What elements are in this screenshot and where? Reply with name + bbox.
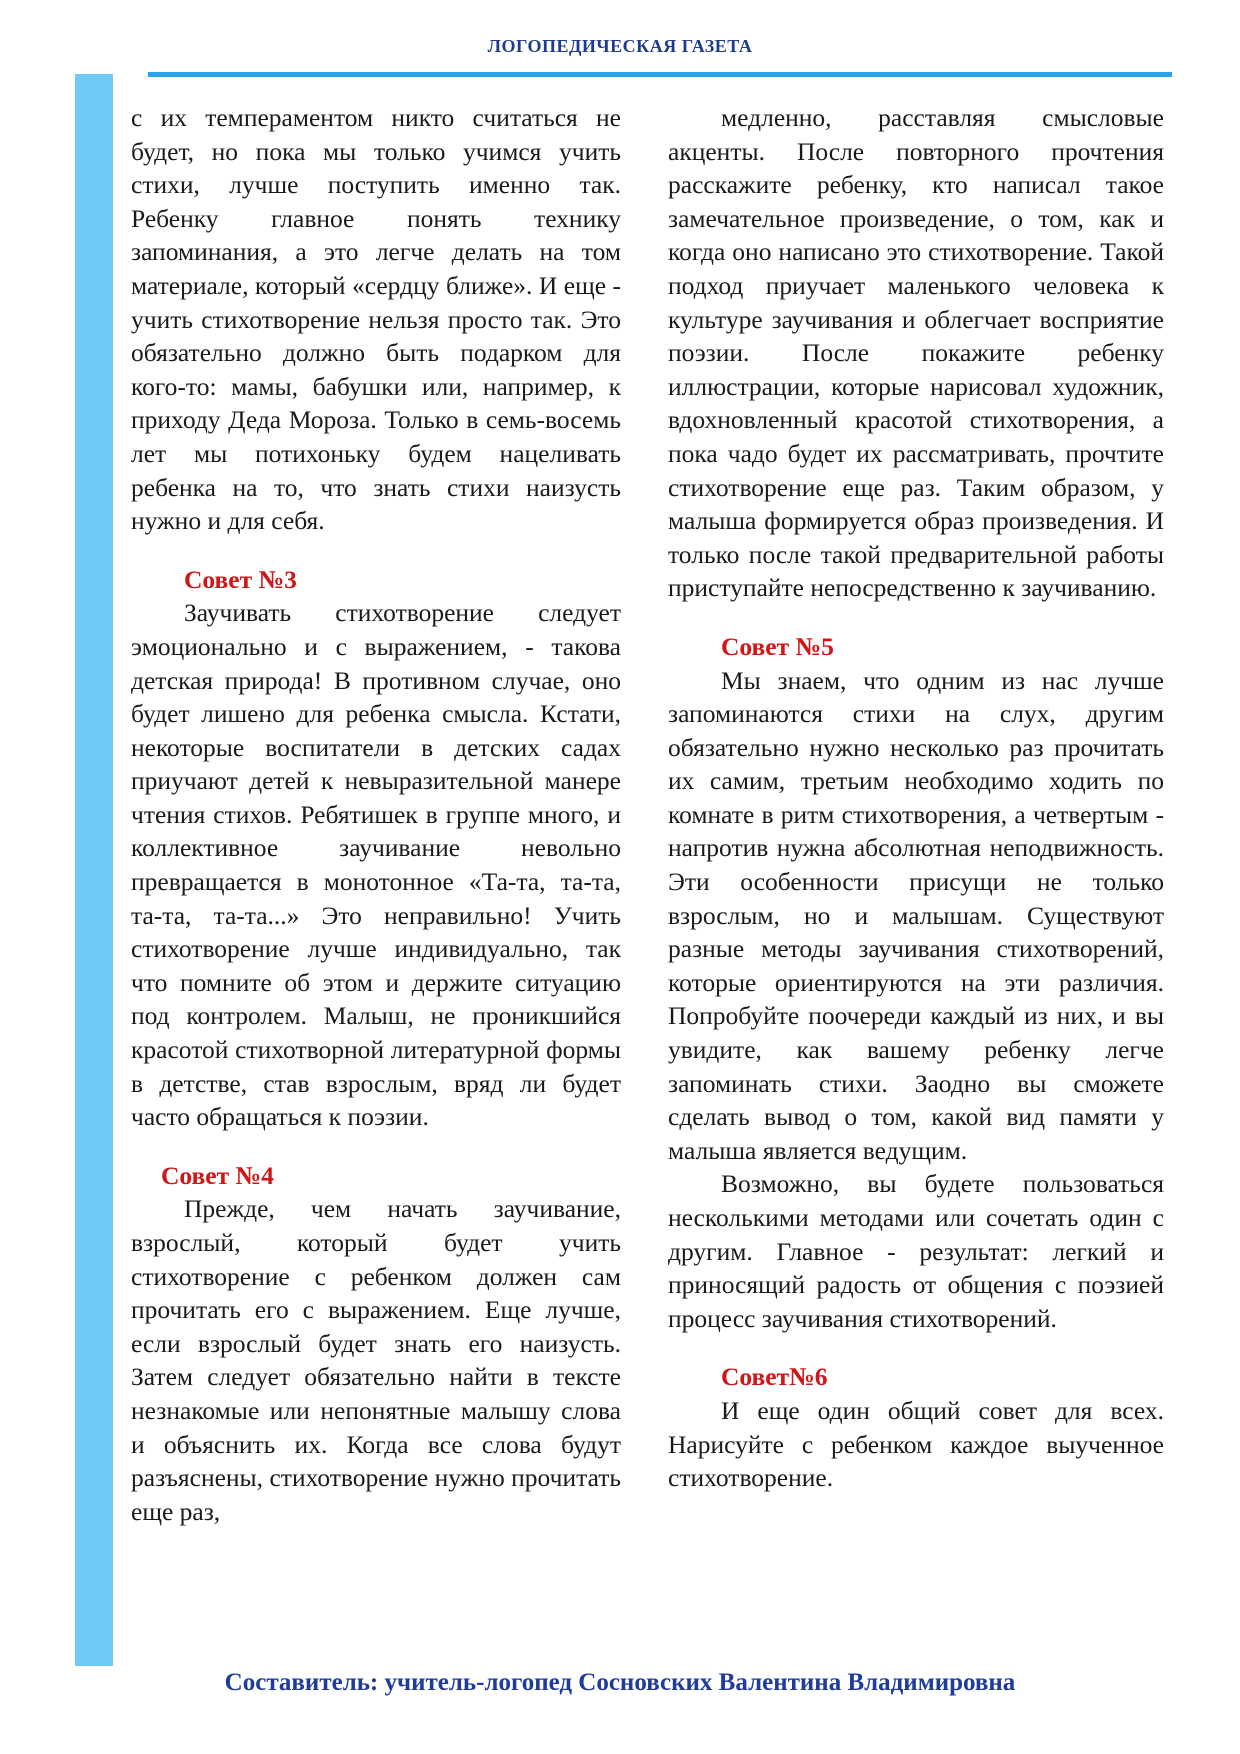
right-column bbox=[668, 101, 1164, 1495]
tip-3-text: Заучивать стихотворение следует эмоционально и с выражением, - такова детская природа! В противном случае, оно будет лишено для ребенка смысла. Кстати, некоторые воспитатели в детских садах приучают детей к невыразительной манере чтения стихов. Ребятишек в группе много, и коллективное заучивание невольно превращается в монотонное «Та-та, та-та, та-та, та-та...» Это неправильно! Учить стихотворение лучше индивидуально, так что помните об этом и держите ситуацию под контролем. Малыш, не проникшийся красотой стихотворной литературной формы в детстве, став взрослым, вряд ли будет часто обращаться к поэзии. bbox=[131, 598, 621, 1132]
tip-6-text: И еще один общий совет для всех. Нарисуйте с ребенком каждое выученное стихотворение. bbox=[668, 1395, 1164, 1493]
tip-3-heading: Совет №3 bbox=[184, 564, 297, 594]
tip-5-text-continued: Возможно, вы будете пользоваться несколькими методами или сочетать один с другим. Главное - результат: легкий и приносящий радость от общения с поэзией процесс заучивания стихотворений. bbox=[668, 1169, 1164, 1333]
tip-4-heading: Совет №4 bbox=[161, 1160, 274, 1190]
decorative-side-bar bbox=[75, 74, 113, 1666]
tip-6-heading: Совет№6 bbox=[721, 1362, 828, 1392]
left-column bbox=[131, 101, 621, 1528]
newspaper-title: ЛОГОПЕДИЧЕСКАЯ ГАЗЕТА bbox=[487, 36, 753, 56]
author-credit: Составитель: учитель-логопед Сосновских Валентина Владимировна bbox=[224, 1669, 1016, 1696]
tip-5-text: Мы знаем, что одним из нас лучше запоминаются стихи на слух, другим обязательно нужно несколько раз прочитать их самим, третьим необходимо ходить по комнате в ритм стихотворения, а четвертым - напротив нужна абсолютная неподвижность. Эти особенности присущи не только взрослым, но и малышам. Существуют разные методы заучивания стихотворений, которые ориентируются на эти различия. Попробуйте поочереди каждый из них, и вы увидите, как вашему ребенку легче запоминать стихи. Заодно вы сможете сделать вывод о том, какой вид памяти у малыша является ведущим. bbox=[668, 665, 1164, 1165]
continuation-paragraph: медленно, расставляя смысловые акценты. После повторного прочтения расскажите ребенку, кто написал такое замечательное произведение, о том, как и когда оно написано это стихотворение. Такой подход приучает маленького человека к культуре заучивания и облегчает восприятие поэзии. После покажите ребенку иллюстрации, которые нарисовал художник, вдохновленный красотой стихотворения, а пока чадо будет их рассматривать, прочтите стихотворение еще раз. Таким образом, у малыша формируется образ произведения. И только после такой предварительной работы приступайте непосредственно к заучиванию. bbox=[668, 103, 1164, 603]
header-divider bbox=[148, 72, 1172, 77]
tip-5-heading: Совет №5 bbox=[721, 631, 834, 661]
intro-paragraph: с их темпераментом никто считаться не будет, но пока мы только учимся учить стихи, лучше поступить именно так. Ребенку главное понять технику запоминания, а это легче делать на том материале, который «сердцу ближе». И еще - учить стихотворение нельзя просто так. Это обязательно должно быть подарком для кого-то: мамы, бабушки или, например, к приходу Деда Мороза. Только в семь-восемь лет мы потихоньку будем нацеливать ребенка на то, что знать стихи наизусть нужно и для себя. bbox=[131, 103, 621, 536]
tip-4-text: Прежде, чем начать заучивание, взрослый, который будет учить стихотворение с ребенком должен сам прочитать его с выражением. Еще лучше, если взрослый будет знать его наизусть. Затем следует обязательно найти в тексте незнакомые или непонятные малышу слова и объяснить их. Когда все слова будут разъяснены, стихотворение нужно прочитать еще раз, bbox=[131, 1194, 621, 1526]
